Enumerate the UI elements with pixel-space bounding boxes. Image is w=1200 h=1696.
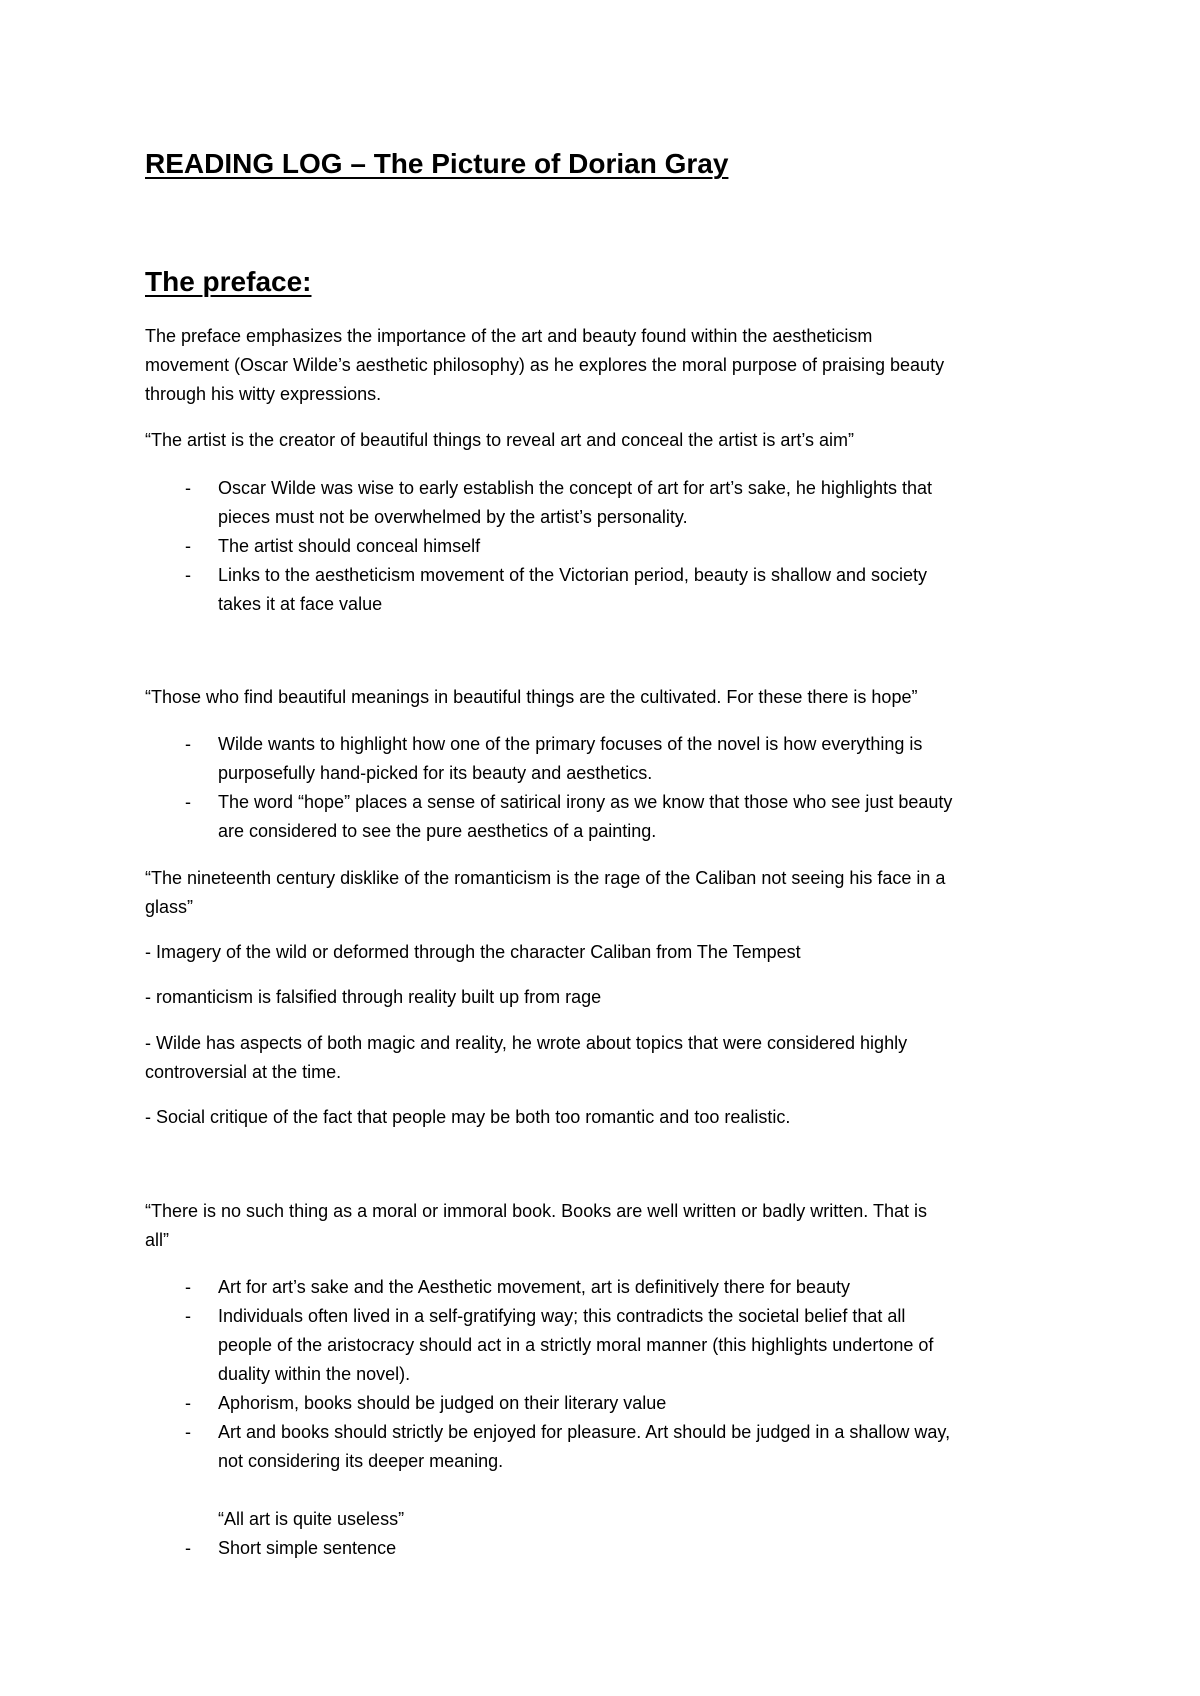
bullet-dash: -: [185, 792, 191, 812]
bullet-line: Oscar Wilde was wise to early establish the concept of art for art’s sake, he highlights that: [218, 478, 933, 498]
quote-3-line: “The nineteenth century disklike of the romanticism is the rage of the Caliban not seeing his face in a: [145, 868, 946, 888]
bullet-line: purposefully hand-picked for its beauty and aesthetics.: [218, 763, 653, 783]
quote-2: “Those who find beautiful meanings in beautiful things are the cultivated. For these there is hope”: [145, 687, 918, 707]
quote-3-line: glass”: [145, 897, 194, 917]
bullet-line: Aphorism, books should be judged on their literary value: [218, 1393, 667, 1413]
bullet-dash: -: [185, 1277, 191, 1297]
bullet-line: Links to the aestheticism movement of the Victorian period, beauty is shallow and society: [218, 565, 928, 585]
bullet-dash: -: [185, 1393, 191, 1413]
analysis-point: - Imagery of the wild or deformed through the character Caliban from The Tempest: [145, 942, 801, 962]
bullet-dash: -: [185, 565, 191, 585]
bullet-line: duality within the novel).: [218, 1364, 411, 1384]
intro-line: movement (Oscar Wilde’s aesthetic philosophy) as he explores the moral purpose of praising beauty: [145, 355, 945, 375]
bullet-dash: -: [185, 478, 191, 498]
intro-line: The preface emphasizes the importance of the art and beauty found within the aestheticism: [145, 326, 873, 346]
bullet-dash: -: [185, 734, 191, 754]
analysis-point: - Wilde has aspects of both magic and reality, he wrote about topics that were considered highly: [145, 1033, 908, 1053]
intro-line: through his witty expressions.: [145, 384, 382, 404]
quote-5: “All art is quite useless”: [218, 1509, 405, 1529]
bullet-line: Art for art’s sake and the Aesthetic movement, art is definitively there for beauty: [218, 1277, 850, 1297]
bullet-dash: -: [185, 1538, 191, 1558]
analysis-point: controversial at the time.: [145, 1062, 342, 1082]
bullet-line: The word “hope” places a sense of satirical irony as we know that those who see just beauty: [218, 792, 953, 812]
bullet-dash: -: [185, 1306, 191, 1326]
quote-4-line: all”: [145, 1230, 170, 1250]
quote-1: “The artist is the creator of beautiful things to reveal art and conceal the artist is art’s aim”: [145, 430, 854, 450]
bullet-line: Individuals often lived in a self-gratifying way; this contradicts the societal belief that all: [218, 1306, 906, 1326]
bullet-line: pieces must not be overwhelmed by the artist’s personality.: [218, 507, 688, 527]
bullet-line: The artist should conceal himself: [218, 536, 481, 556]
document-title: READING LOG – The Picture of Dorian Gray: [145, 148, 729, 179]
bullet-line: not considering its deeper meaning.: [218, 1451, 504, 1471]
bullet-line: Short simple sentence: [218, 1538, 397, 1558]
bullet-line: people of the aristocracy should act in a strictly moral manner (this highlights undertone of: [218, 1335, 934, 1355]
bullet-line: takes it at face value: [218, 594, 383, 614]
analysis-point: - Social critique of the fact that people may be both too romantic and too realistic.: [145, 1107, 791, 1127]
bullet-dash: -: [185, 536, 191, 556]
quote-4-line: “There is no such thing as a moral or immoral book. Books are well written or badly written. That is: [145, 1201, 927, 1221]
bullet-dash: -: [185, 1422, 191, 1442]
analysis-point: - romanticism is falsified through reality built up from rage: [145, 987, 602, 1007]
bullet-line: Art and books should strictly be enjoyed for pleasure. Art should be judged in a shallow way,: [218, 1422, 951, 1442]
bullet-line: Wilde wants to highlight how one of the primary focuses of the novel is how everything is: [218, 734, 923, 754]
bullet-line: are considered to see the pure aesthetics of a painting.: [218, 821, 657, 841]
section-heading-preface: The preface:: [145, 266, 312, 297]
